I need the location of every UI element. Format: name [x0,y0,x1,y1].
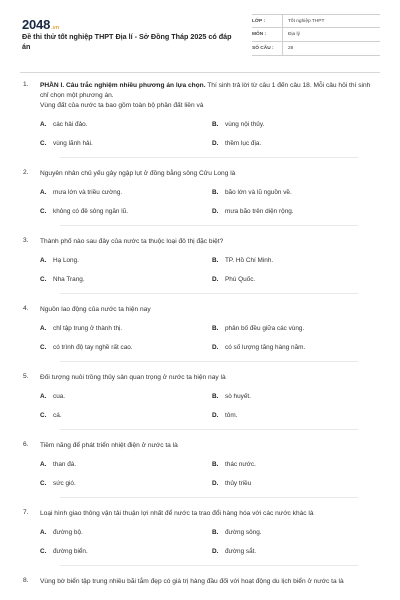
exam-title: Đề thi thử tốt nghiệp THPT Địa lí - Sở Đồng Tháp 2025 có đáp án [22,32,232,51]
info-row-subject [252,28,380,42]
info-row-question-count [252,42,380,56]
answer-option-c[interactable] [40,547,212,557]
option-text: sức gió. [53,480,76,487]
header-divider [20,72,380,73]
answer-option-c[interactable] [40,207,212,217]
option-text: chỉ tập trung ở thành thị. [53,325,123,332]
answer-option-b[interactable] [212,392,378,402]
answer-option-a[interactable] [40,120,212,130]
option-letter: A. [40,461,47,468]
answer-option-b[interactable] [212,528,378,538]
option-letter: A. [40,121,47,128]
option-letter: B. [212,189,219,196]
question-number: 3. [23,237,29,244]
info-value: Địa lý [288,32,300,37]
exam-header [0,0,400,68]
option-letter: D. [212,276,219,283]
option-text: thủy triều [225,480,252,487]
question-number: 4. [23,305,29,312]
question-divider [60,293,358,294]
info-label: LỚP : [252,18,266,24]
option-letter: C. [40,548,47,555]
option-text: vùng lãnh hải. [53,140,93,147]
option-letter: D. [212,208,219,215]
option-text: tôm. [225,412,238,419]
answer-option-d[interactable] [212,343,378,353]
question-item [0,237,400,294]
info-row-class [252,14,380,28]
option-letter: D. [212,480,219,487]
option-text: bão lớn và lũ nguồn về. [225,189,292,196]
option-letter: A. [40,529,47,536]
info-value: 28 [288,46,294,51]
option-text: TP. Hồ Chí Minh. [225,257,274,264]
answer-options [40,528,378,557]
answer-option-c[interactable] [40,275,212,285]
question-divider [60,565,358,566]
question-text: Nguồn lao động của nước ta hiện nay [40,306,151,313]
info-value: Tốt nghiệp THPT [288,18,325,24]
answer-option-d[interactable] [212,139,378,149]
question-text: Tiềm năng để phát triển nhiệt điện ở nước ta là [40,442,178,449]
logo-text: 2048 [22,17,51,32]
option-letter: A. [40,325,47,332]
option-text: than đá. [53,461,77,468]
option-text: không có đê sông ngăn lũ. [53,208,128,215]
option-letter: A. [40,257,47,264]
question-item [0,441,400,498]
question-number: 7. [23,509,29,516]
question-item [0,305,400,362]
option-letter: B. [212,529,219,536]
option-letter: C. [40,208,47,215]
answer-option-a[interactable] [40,392,212,402]
site-logo[interactable] [22,17,59,32]
answer-option-c[interactable] [40,479,212,489]
answer-options [40,324,378,353]
question-number: 6. [23,441,29,448]
option-text: các hải đảo. [53,121,88,128]
part-instructions: Thí sinh trả lời từ câu 1 đến câu 18. Mỗi câu hỏi thí sinh chỉ chọn một phương án. [40,82,371,99]
question-number: 8. [23,577,29,584]
question-item [0,509,400,566]
option-letter: A. [40,393,47,400]
question-text: Đối tượng nuôi trồng thủy sản quan trọng ở nước ta hiện nay là [40,374,226,381]
option-text: có số lượng tăng hàng năm. [225,344,306,351]
option-letter: D. [212,344,219,351]
option-text: cá. [53,412,62,419]
question-divider [60,497,358,498]
option-text: đường biển. [53,548,88,555]
answer-options [40,460,378,489]
option-letter: C. [40,344,47,351]
info-divider [282,28,283,42]
answer-option-a[interactable] [40,460,212,470]
option-text: có trình độ tay nghề rất cao. [53,344,133,351]
option-text: đường sông. [225,529,262,536]
question-divider [60,225,358,226]
info-label: MÔN : [252,32,267,37]
exam-info-table [252,14,380,56]
option-text: mưa bão trên diện rộng. [225,208,294,215]
answer-option-b[interactable] [212,120,378,130]
option-letter: B. [212,121,219,128]
option-text: Nha Trang. [53,276,85,283]
option-text: mưa lớn và triều cường. [53,189,123,196]
answer-options [40,188,378,217]
question-number: 5. [23,373,29,380]
question-divider [60,361,358,362]
question-text: Vùng bờ biển tập trung nhiều bãi tắm đẹp có giá trị hàng đầu đối với hoạt động du lịch biển ở nước ta là [40,578,344,585]
option-text: vùng nội thủy. [225,121,265,128]
answer-option-b[interactable] [212,256,378,266]
option-letter: B. [212,257,219,264]
option-text: thềm lục địa. [225,140,262,147]
option-letter: C. [40,276,47,283]
option-text: phân bố đều giữa các vùng. [225,325,305,332]
question-divider [60,157,358,158]
option-text: thác nước. [225,461,256,468]
question-item [0,373,400,430]
answer-options [40,392,378,421]
info-divider [282,14,283,28]
option-letter: D. [212,548,219,555]
answer-option-b[interactable] [212,188,378,198]
answer-option-a[interactable] [40,256,212,266]
logo-domain: .vn [51,25,60,31]
option-text: sò huyết. [225,393,251,400]
question-number: 1. [23,81,29,88]
info-label: SỐ CÂU : [252,46,274,51]
question-text: Nguyên nhân chủ yếu gây ngập lụt ở đồng bằng sông Cửu Long là [40,170,236,177]
answer-option-d[interactable] [212,275,378,285]
answer-option-c[interactable] [40,411,212,421]
answer-option-d[interactable] [212,411,378,421]
option-text: Phú Quốc. [225,276,256,283]
option-text: cua. [53,393,66,400]
answer-option-b[interactable] [212,460,378,470]
question-number: 2. [23,169,29,176]
option-text: đường bộ. [53,529,83,536]
option-text: Hạ Long. [53,257,79,264]
option-letter: A. [40,189,47,196]
question-item [0,81,400,158]
option-letter: B. [212,325,219,332]
answer-options [40,256,378,285]
answer-options [40,120,378,149]
question-list [0,81,400,598]
option-letter: D. [212,412,219,419]
answer-option-d[interactable] [212,479,378,489]
option-letter: C. [40,140,47,147]
answer-option-b[interactable] [212,324,378,334]
question-text: Thành phố nào sau đây của nước ta thuộc loại đô thị đặc biệt? [40,238,224,245]
answer-option-d[interactable] [212,207,378,217]
answer-option-c[interactable] [40,139,212,149]
question-divider [60,429,358,430]
option-letter: C. [40,480,47,487]
question-item [0,577,400,587]
option-text: đường sắt. [225,548,257,555]
answer-option-d[interactable] [212,547,378,557]
option-letter: B. [212,461,219,468]
info-divider [282,42,283,56]
answer-option-a[interactable] [40,324,212,334]
option-letter: D. [212,140,219,147]
question-text: Vùng đất của nước ta bao gồm toàn bộ phần đất liền và [40,102,204,109]
question-item [0,169,400,226]
answer-option-a[interactable] [40,188,212,198]
answer-option-c[interactable] [40,343,212,353]
option-letter: C. [40,412,47,419]
option-letter: B. [212,393,219,400]
question-instructions [40,81,378,101]
answer-option-a[interactable] [40,528,212,538]
question-text: Loại hình giao thông vận tải thuận lợi nhất để nước ta trao đổi hàng hóa với các nước khác là [40,510,314,517]
part-heading: PHẦN I. Câu trắc nghiệm nhiều phương án lựa chọn. [40,82,206,89]
